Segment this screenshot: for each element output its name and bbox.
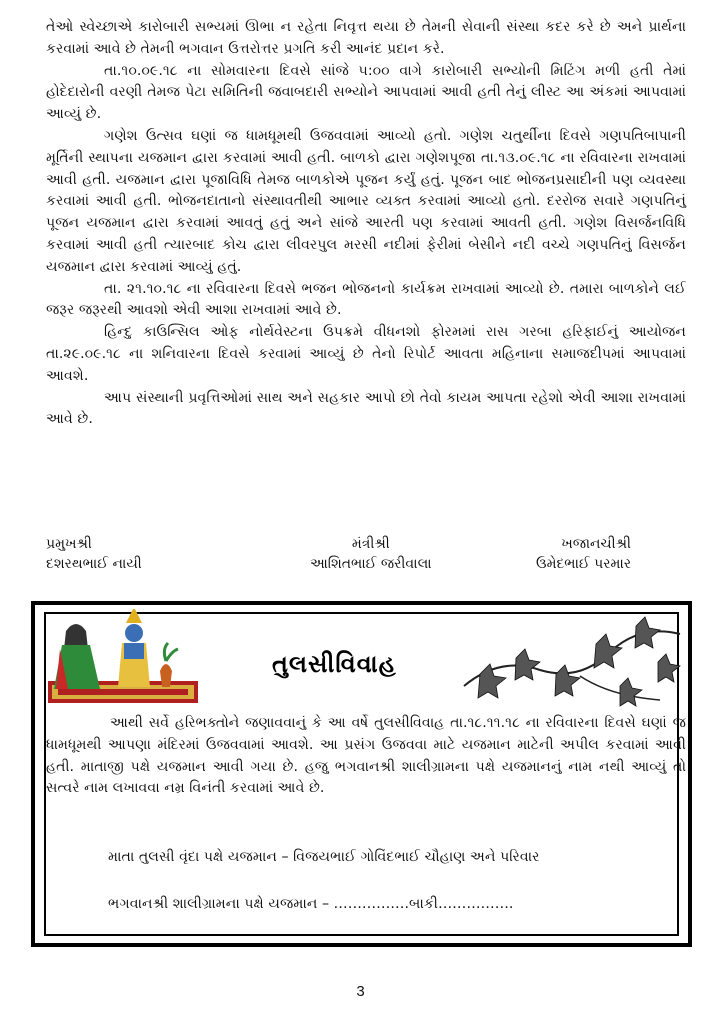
treasurer-name: ઉમેદભાઈ પરમાર: [536, 556, 632, 572]
signature-secretary: [310, 534, 432, 574]
paragraph-committee-meeting: તા.૧૦.૦૯.૧૮ ના સોમવારના દિવસે સાંજે ૫:૦૦ વાગે કારોબારી સભ્યોની મિટિંગ મળી હતી તેમાં હોદેદારોની વરણી તેમજ પેટા સમિતિની જવાબદારી સભ્યોને આપવામાં આવી હતી તેનું લીસ્ટ આ અંકમાં આપવામાં આવ્યું છે.: [46, 62, 686, 123]
signature-president: [46, 534, 142, 574]
paragraph-ras-garba: હિન્દુ કાઉન્સિલ ઓફ નોર્થવેસ્ટના ઉપક્રમે વીધનશો ફોરમમાં રાસ ગરબા હરિફાઈનું આયોજન તા.૨૯.૦૯.૧૮ ના શનિવારના દિવસે કરવામાં આવ્યું છે તેનો રિપોર્ટ આવતા મહિનાના સમાજદીપમાં આપવામાં આવશે.: [46, 324, 686, 384]
main-text: [46, 17, 686, 431]
secretary-title: મંત્રીશ્રી: [351, 536, 390, 552]
president-title: પ્રમુખશ્રી: [46, 536, 92, 552]
box-paragraph: આથી સર્વે હરિભક્તોને જણાવવાનું કે આ વર્ષે તુલસીવિવાહ તા.૧૮.૧૧.૧૮ ના રવિવારના દિવસે ઘણાં જ ધામધૂમથી આપણા મંદિરમાં ઉજવવામાં આવશે. આ પ્રસંગ ઉજવવા માટે યજમાન માટેની અપીલ કરવામાં આવી હતી. માતાજી પક્ષે યજમાન આવી ગયા છે. હજુ ભગવાનશ્રી શાલીગ્રામના પક્ષે યજમાનનું નામ નથી આવ્યું તો સત્વરે નામ લખાવવા નમ્ર વિનંતી કરવામાં આવે છે.: [46, 715, 686, 797]
box-title: તુલસીવિવાહ: [272, 650, 397, 678]
box-line-mataji-host: માતા તુલસી વૃંદા પક્ષે યજમાન – વિજયભાઈ ગોવિંદભાઈ ચૌહાણ અને પરિવાર: [108, 849, 540, 865]
president-name: દશરથભાઈ નાયી: [46, 556, 142, 572]
treasurer-title: ખજાનચીશ્રી: [561, 536, 632, 552]
paragraph-retirement: તેઓ સ્વેચ્છાએ કારોબારી સભ્યમાં ઊભા ન રહેતા નિવૃત્ત થયા છે તેમની સેવાની સંસ્થા કદર કરે છે અને પ્રાર્થના કરવામાં આવે છે તેમની ભગવાન ઉત્તરોત્તર પ્રગતિ કરી આનંદ પ્રદાન કરે.: [46, 19, 686, 57]
page-number: 3: [356, 983, 365, 1000]
ivy-vine-decoration: [460, 616, 685, 716]
paragraph-closing: આપ સંસ્થાની પ્રવૃત્તિઓમાં સાથ અને સહકાર આપો છો તેવો કાયમ આપતા રહેશો એવી આશા રાખવામાં આવે છે.: [46, 389, 686, 428]
secretary-name: આશિતભાઈ જરીવાલા: [310, 556, 432, 572]
paragraph-ganesh-utsav: ગણેશ ઉત્સવ ઘણાં જ ધામધૂમથી ઉજવવામાં આવ્યો હતો. ગણેશ ચતુર્થીના દિવસે ગણપતિબાપાની મૂર્તિની સ્થાપના યજમાન દ્વારા કરવામાં આવી હતી. બાળકો દ્વારા ગણેશપૂજા તા.૧૩.૦૯.૧૮ ના રવિવારના રાખવામાં આવી હતી. યજમાન દ્વારા પૂજાવિધિ તેમજ બાળકોએ પૂજન કર્યું હતું. પૂજન બાદ ભોજનપ્રસાદીની પણ વ્યવસ્થા કરવામાં આવી હતી. ભોજનદાતાનો સંસ્થાવતીથી આભાર વ્યક્ત કરવામાં આવ્યો હતો. દરરોજ સવારે ગણપતિનું પૂજન યજમાન દ્વારા કરવામાં આવતું હતું અને સાંજે આરતી પણ કરવામાં આવતી હતી. ગણેશ વિસર્જનવિધિ કરવામાં આવી હતી ત્યારબાદ કોચ દ્વારા લીવરપુલ મરસી નદીમાં ફેરીમાં બેસીને નદી વચ્ચે ગણપતિનું વિસર્જન યજમાન દ્વારા કરવામાં આવ્યું હતું.: [46, 127, 686, 275]
box-text: [46, 713, 686, 800]
krishna-tulsi-illustration: [42, 609, 200, 707]
box-line-bhagwan-host: ભગવાનશ્રી શાલીગ્રામના પક્ષે યજમાન – …………….બાકી…………….: [108, 896, 514, 912]
paragraph-bhajan-bhojan: તા. ૨૧.૧૦.૧૮ ના રવિવારના દિવસે ભજન ભોજનનો કાર્યક્રમ રાખવામાં આવ્યો છે. તમારા બાળકોને લઈ જરૂર જરૂરથી આવશો એવી આશા રાખવામાં આવે છે.: [46, 280, 686, 319]
signature-treasurer: [536, 534, 631, 574]
